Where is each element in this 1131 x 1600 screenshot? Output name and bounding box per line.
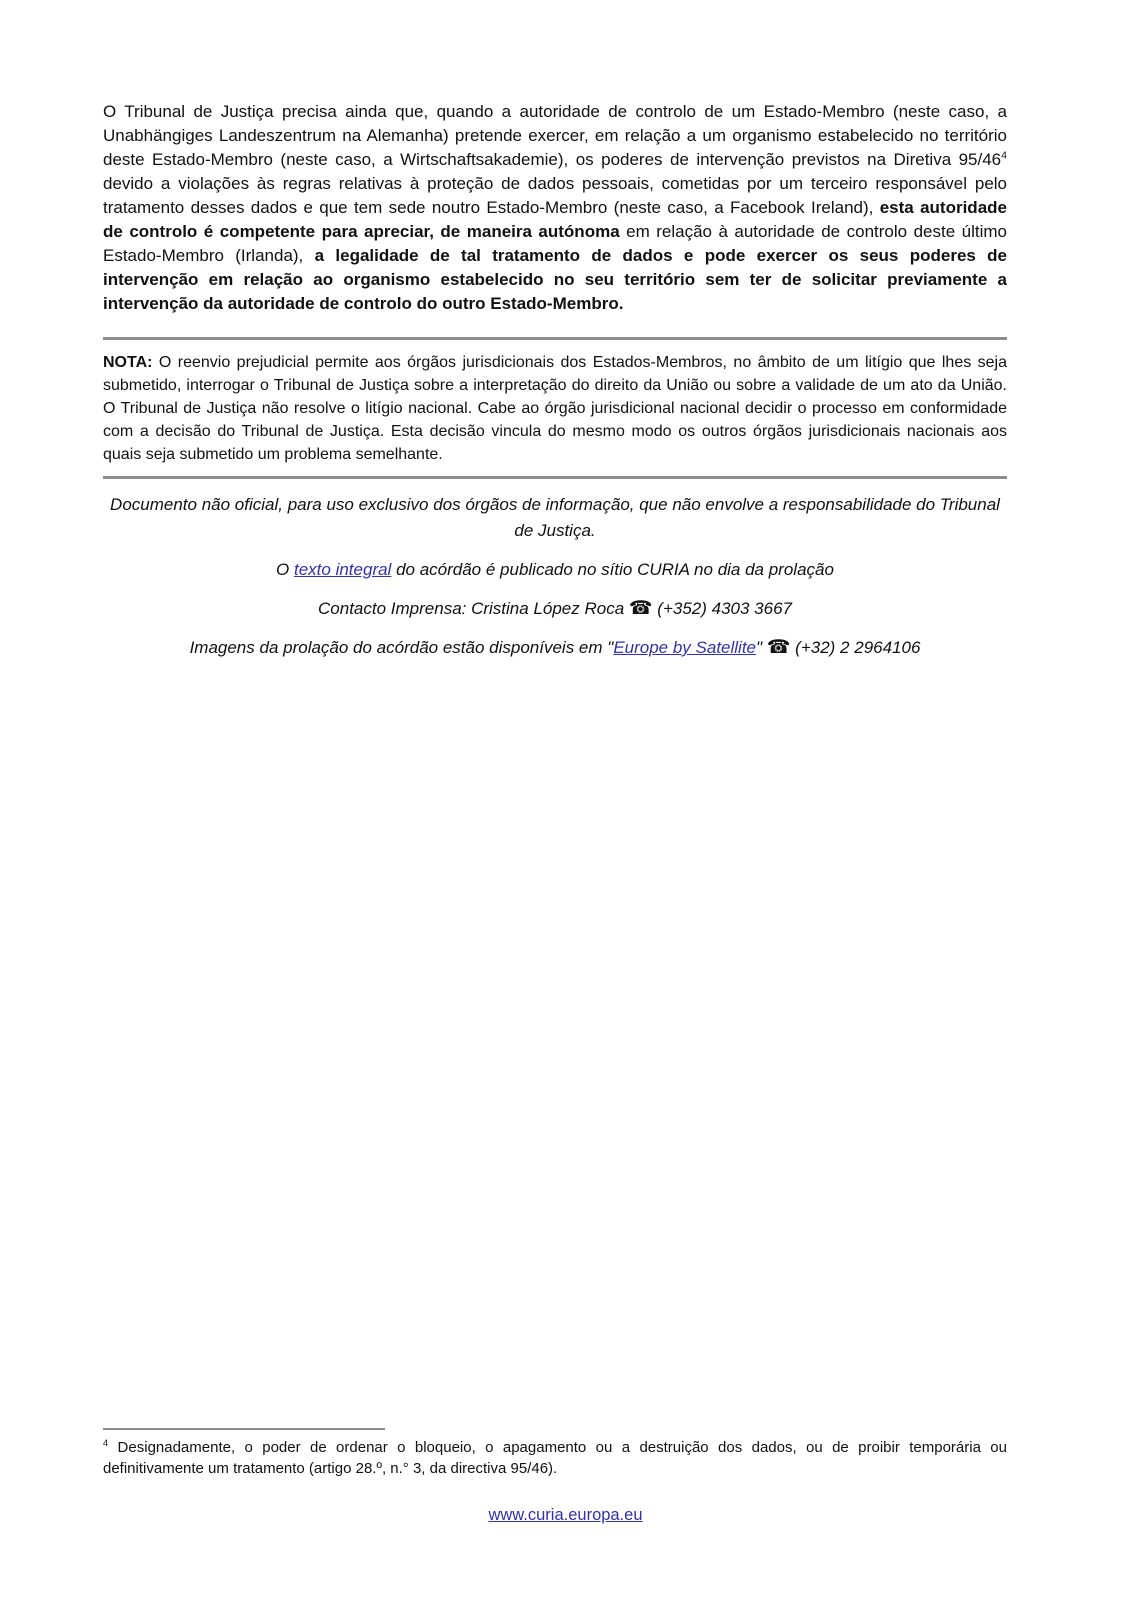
footnote-separator-rule — [103, 1428, 385, 1430]
separator-rule-bottom — [103, 476, 1007, 479]
telephone-icon: ☎ — [628, 598, 653, 619]
footnote-ref-4: 4 — [1001, 149, 1007, 162]
text-segment: O reenvio prejudicial permite aos órgãos jurisdicionais dos Estados-Membros, no âmbito de um litígio que lhes seja submetido, interrogar o Tribunal de Justiça sobre a interpretação do direito da União ou sobre a validade de um ato da União. O Tribunal de Justiça não resolve o litígio nacional. Cabe ao órgão jurisdicional nacional decidir o processo em conformidade com a decisão do Tribunal de Justiça. Esta decisão vincula do mesmo modo os outros órgãos jurisdicionais nacionais aos quais seja submetido um problema semelhante. — [103, 354, 1007, 463]
full-text-line — [103, 557, 1007, 583]
text-segment: (+32) 2 2964106 — [790, 638, 921, 657]
text-segment: " — [756, 638, 767, 657]
text-segment: (+352) 4303 3667 — [652, 599, 792, 618]
footnote-block — [103, 1428, 1007, 1479]
curia-website-link[interactable]: www.curia.europa.eu — [488, 1506, 643, 1524]
text-segment: esta autoridade de controlo é competente para apreciar, de maneira autónoma — [103, 198, 1007, 241]
main-paragraph — [103, 100, 1007, 316]
text-segment: Designadamente, o poder de ordenar o bloqueio, o apagamento ou a destruição dos dados, ou de proibir temporária ou definitivamente um tratamento (artigo 28.º, n.° 3, da directiva 95/46). — [103, 1439, 1007, 1477]
nota-paragraph — [103, 351, 1007, 466]
text-segment: Imagens da prolação do acórdão estão disponíveis em " — [189, 638, 614, 657]
text-segment: do acórdão é publicado no sítio CURIA no dia da prolação — [391, 560, 834, 579]
images-availability-line — [103, 635, 1007, 661]
text-segment: a legalidade de tal tratamento de dados e pode exercer os seus poderes de intervenção em relação ao organismo estabelecido no seu território sem ter de solicitar previamente a intervenção da autoridade de controlo do outro Estado-Membro. — [103, 246, 1008, 313]
text-segment: O — [276, 560, 294, 579]
website-line — [0, 1506, 1131, 1525]
europe-by-satellite-link[interactable]: Europe by Satellite — [613, 638, 757, 657]
text-segment: NOTA: — [103, 354, 153, 371]
texto-integral-link[interactable]: texto integral — [294, 560, 392, 579]
text-segment: devido a violações às regras relativas à proteção de dados pessoais, cometidas por um terceiro responsável pelo tratamento desses dados e que tem sede noutro Estado-Membro (neste caso, a Facebook Ireland), — [103, 174, 1007, 217]
footnote-text — [103, 1437, 1007, 1479]
footnote-number: 4 — [103, 1438, 109, 1448]
separator-rule-top — [103, 337, 1007, 340]
content-area — [0, 0, 1131, 661]
text-segment: O Tribunal de Justiça precisa ainda que, quando a autoridade de controlo de um Estado-Membro (neste caso, a Unabhängiges Landeszentrum na Alemanha) pretende exercer, em relação a um organismo estabelecido no território deste Estado-Membro (neste caso, a Wirtschaftsakademie), os poderes de intervenção previstos na Diretiva 95/46 — [103, 102, 1007, 169]
text-segment: Contacto Imprensa: Cristina López Roca — [318, 599, 629, 618]
text-segment: em relação à autoridade de controlo deste último Estado-Membro (Irlanda), — [103, 222, 1007, 265]
telephone-icon: ☎ — [766, 637, 791, 658]
disclaimer-text: Documento não oficial, para uso exclusivo dos órgãos de informação, que não envolve a responsabilidade do Tribunal de Justiça. — [110, 495, 1000, 540]
press-contact-line — [103, 596, 1007, 622]
